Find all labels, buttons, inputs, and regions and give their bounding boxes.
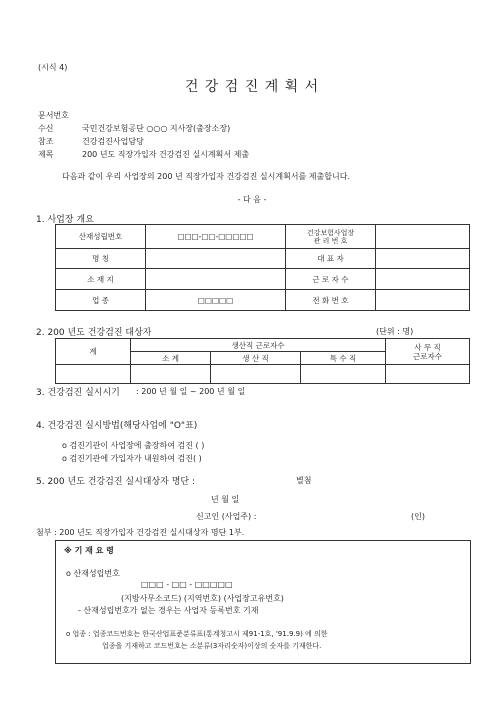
industrial-no-boxes: □□□-□□-□□□□□ [146,225,286,249]
value-employee-count [376,269,470,290]
table-row [56,249,470,269]
section4-title: 4. 건강검진 실시방법(해당사업에 "O"표) [36,421,198,431]
meta-label-docno: 문서번호 [38,111,69,120]
cell-subtotal [131,365,211,384]
cell-production [211,365,301,384]
label-employee-count: 근 로 자 수 [286,269,376,290]
label-representative: 대 표 자 [286,249,376,269]
section5-value: 별첨 [296,476,312,485]
section3-title: 3. 건강검진 실시시기 [36,388,120,398]
table-row [56,339,470,352]
table-row [56,365,470,384]
table-row [56,225,470,249]
seal-mark: (인) [411,512,425,521]
method-option-visit: o 검진기관에 가입자가 내원하여 검진( ) [62,454,202,463]
guide-code-legend: (지방사무소코드) (지역번호) (사업장고유번호) [121,594,284,603]
section2-title: 2. 200 년도 건강검진 대상자 [36,328,152,338]
label-name: 명 칭 [56,249,146,269]
section1-title: 1. 사업장 개요 [36,215,94,225]
date-line: 년 월 일 [211,495,240,504]
header-special: 특 수 직 [301,352,386,365]
guide-code-boxes: □□□ - □□ - □□□□□ [141,580,233,589]
meta-value-recipient: 국민건강보험공단 ○○○ 지사장(출장소장) [82,124,231,133]
value-phone [376,290,470,311]
attachment-note: 첨부 : 200 년도 직장가입자 건강검진 실시대상자 명단 1부. [36,528,245,537]
guide-title: ※ 기 재 요 령 [64,546,114,555]
value-name [146,249,286,269]
section5-title: 5. 200 년도 건강검진 실시대상자 명단 : [36,477,195,487]
target-count-table [55,338,470,384]
meta-value-subject: 200 년도 직장가입자 건강검진 실시계획서 제출 [82,150,250,159]
intro-sentence: 다음과 같이 우리 사업장의 200 년 직장가입자 건강검진 실시계획서를 제출합니다. [62,172,350,181]
section3-period: : 200 년 월 일 ~ 200 년 월 일 [136,387,246,396]
table-row [56,290,470,311]
guide-industry-line1: o 업종 : 업종코드번호는 한국산업표준분류표(통계청고시 제91-1호, '91.9.9) 에 의한 [66,630,328,638]
guide-alt-business-no: - 산재성립번호가 없는 경우는 사업자 등록번호 기재 [78,606,259,615]
cell-special [301,365,386,384]
label-insurance-no: 건강보험사업장 관 리 번 호 [286,225,376,249]
meta-label-subject: 제목 [38,150,54,159]
value-insurance-no [376,225,470,249]
header-total: 계 [56,339,131,365]
header-production-workers: 생산직 근로자수 [131,339,386,352]
value-address [146,269,286,290]
label-industry: 업 종 [56,290,146,311]
label-phone: 전 화 번 호 [286,290,376,311]
section2-unit: (단위 : 명) [376,327,414,336]
cell-total [56,365,131,384]
applicant-label: 신고인 (사업주) : [196,512,257,521]
header-office-workers: 사 무 직 근로자수 [386,339,470,365]
value-representative [376,249,470,269]
page-title: 건 강 검 진 계 획 서 [184,79,320,95]
industry-code-boxes: □□□□□ [146,290,286,311]
label-industrial-no: 산재성립번호 [56,225,146,249]
da-eum-heading: - 다 음 - [237,195,267,204]
guide-industrial-no: o 산재성립번호 [66,569,120,578]
header-production: 생 산 직 [211,352,301,365]
guide-industry-line2: 업종을 기재하고 코드번호는 소분류(3자리숫자)이상의 숫자를 기재한다. [102,642,322,650]
label-address: 소 재 지 [56,269,146,290]
meta-value-reference: 건강검진사업담당 [82,137,144,146]
meta-label-recipient: 수신 [38,124,54,133]
table-row [56,269,470,290]
method-option-onsite: o 검진기관이 사업장에 출장하여 검진 ( ) [62,441,205,450]
workplace-table [55,224,470,311]
meta-label-reference: 참조 [38,137,54,146]
form-number: (시식 4) [38,63,68,72]
header-subtotal: 소 계 [131,352,211,365]
cell-office [386,365,470,384]
